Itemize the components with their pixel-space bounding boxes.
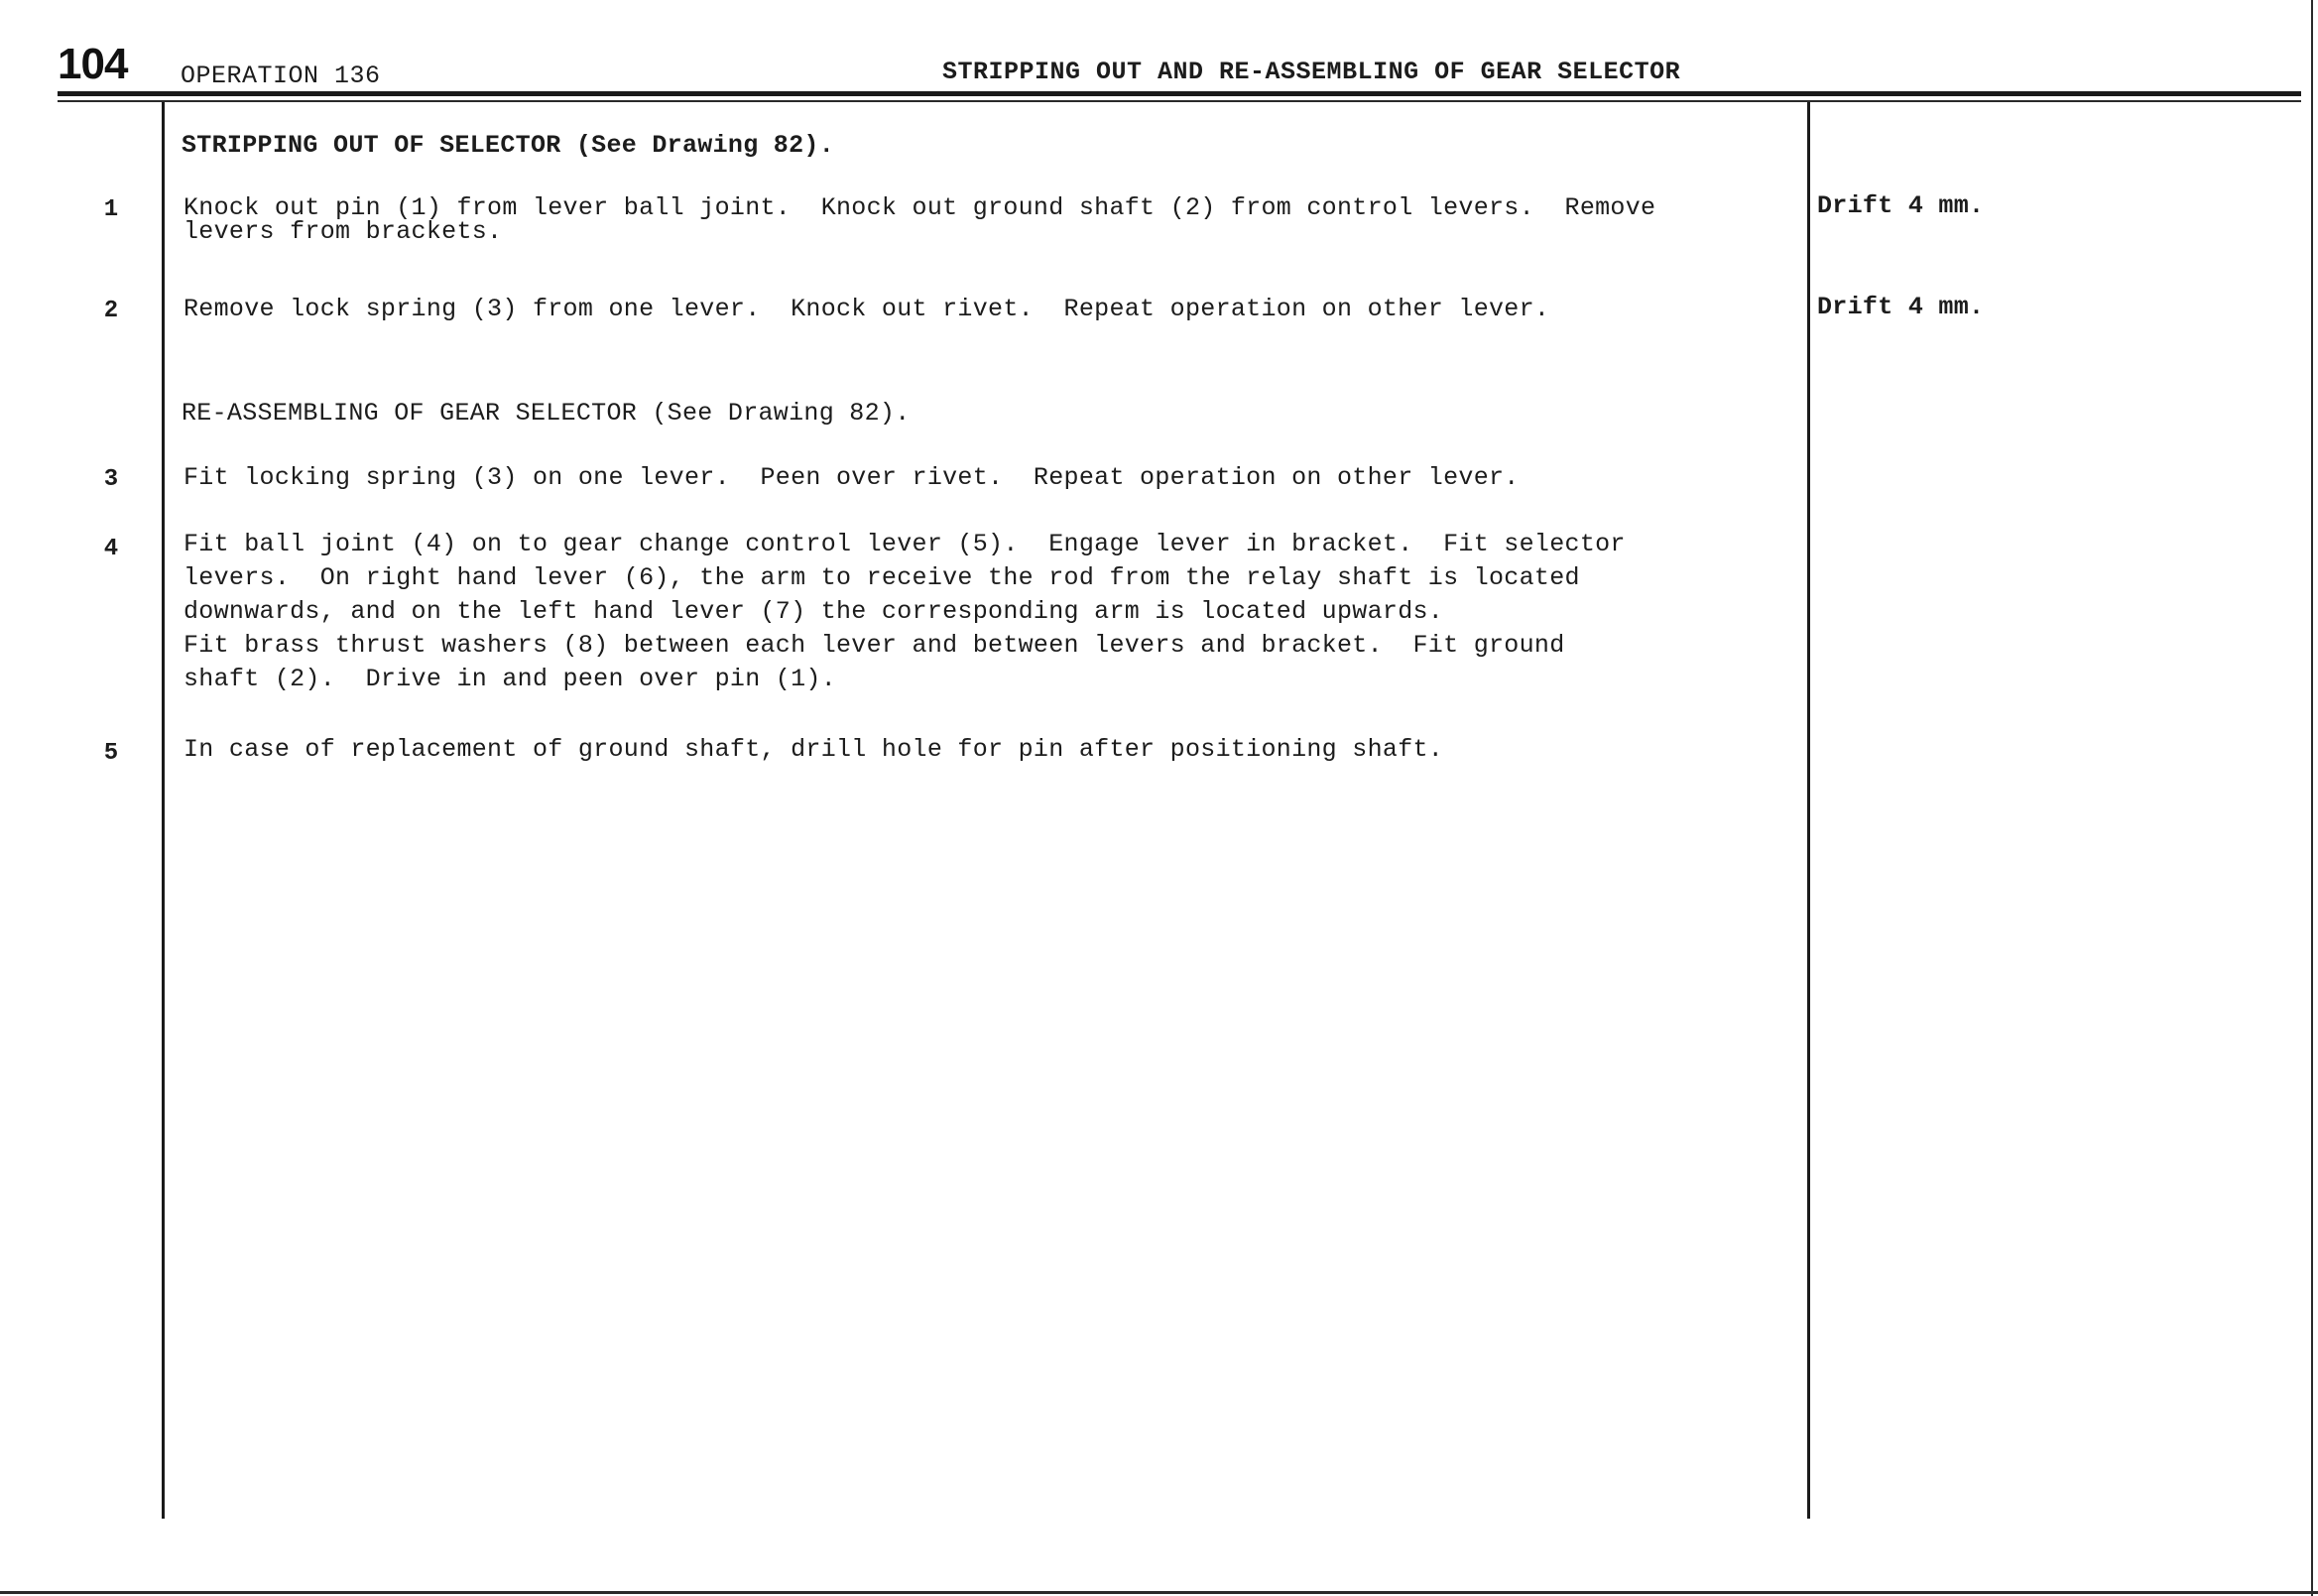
step-text [183, 293, 1800, 326]
step-line: levers from brackets. [183, 217, 503, 246]
step-text [183, 191, 1800, 249]
step-line: Knock out pin (1) from lever ball joint. Knock out ground shaft (2) from control levers. Remove [183, 193, 1656, 222]
header-rule-thin [58, 100, 2301, 102]
step-text [183, 461, 1800, 495]
tool-column-divider [1807, 102, 1810, 1519]
step-text [183, 528, 1800, 696]
step-line: In case of replacement of ground shaft, drill hole for pin after positioning shaft. [183, 735, 1444, 764]
step-line: Fit locking spring (3) on one lever. Peen over rivet. Repeat operation on other lever. [183, 463, 1520, 492]
step-line: Fit brass thrust washers (8) between each lever and between levers and bracket. Fit ground [183, 631, 1565, 660]
header-rule-thick [58, 91, 2301, 96]
step-line: downwards, and on the left hand lever (7) the corresponding arm is located upwards. [183, 597, 1444, 626]
step-number: 2 [103, 298, 119, 324]
section-heading-stripping: STRIPPING OUT OF SELECTOR (See Drawing 82). [182, 131, 835, 160]
step-number: 1 [103, 196, 119, 223]
step-line: Fit ball joint (4) on to gear change control lever (5). Engage lever in bracket. Fit selector [183, 530, 1626, 558]
step-number: 3 [103, 466, 119, 493]
tool-note: Drift 4 mm. [1817, 191, 1985, 220]
section-heading-reassembling: RE-ASSEMBLING OF GEAR SELECTOR (See Drawing 82). [182, 399, 911, 428]
page-title: STRIPPING OUT AND RE-ASSEMBLING OF GEAR SELECTOR [942, 58, 1681, 86]
operation-label: OPERATION 136 [181, 61, 381, 90]
page-right-border [2311, 0, 2313, 1596]
page-number: 104 [58, 40, 128, 88]
step-line: shaft (2). Drive in and peen over pin (1). [183, 665, 837, 693]
step-line: levers. On right hand lever (6), the arm to receive the rod from the relay shaft is located [183, 563, 1580, 592]
step-text [183, 733, 1800, 767]
page-bottom-border [0, 1591, 2318, 1594]
tool-note: Drift 4 mm. [1817, 293, 1985, 321]
number-column-divider [162, 102, 165, 1519]
step-line: Remove lock spring (3) from one lever. Knock out rivet. Repeat operation on other lever. [183, 295, 1550, 323]
step-number: 4 [103, 536, 119, 562]
step-number: 5 [103, 740, 119, 767]
